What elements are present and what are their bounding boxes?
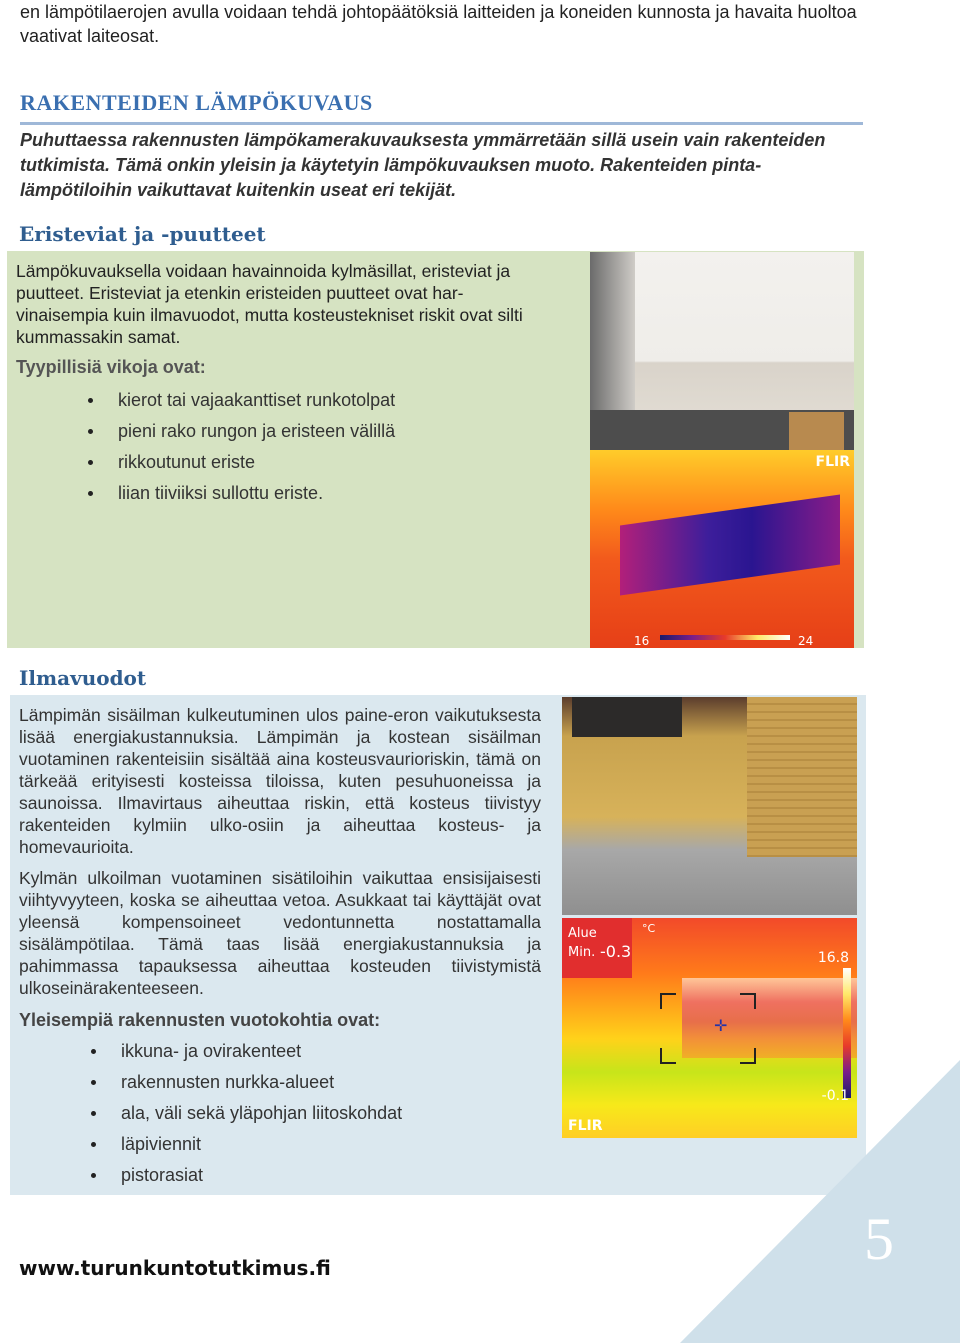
crosshair-icon: ✛: [714, 1016, 728, 1035]
bullet-icon: [91, 1049, 96, 1054]
defects-list: [88, 388, 395, 512]
bullet-icon: [88, 398, 93, 403]
thermal-image-floor: [562, 918, 857, 1138]
list-item: pistorasiat: [91, 1163, 402, 1194]
scale-min-label: 16: [634, 634, 650, 648]
temperature-scale-bar: [843, 968, 851, 1098]
subsection-heading-eristeviat: Eristeviat ja -puutteet: [19, 222, 266, 246]
area-label: Alue: [568, 926, 597, 941]
bullet-icon: [88, 429, 93, 434]
subsection-heading-ilmavuodot: Ilmavuodot: [19, 666, 147, 690]
thermal-image-ceiling: [590, 450, 854, 648]
page-number: 5: [864, 1206, 894, 1272]
heading-underline: [20, 122, 863, 125]
measure-frame-corner: [740, 993, 756, 1009]
room-ceiling-photo: [590, 252, 854, 450]
list-item: kierot tai vajaakanttiset runkotolpat: [88, 388, 395, 419]
measure-frame-corner: [740, 1048, 756, 1064]
flir-logo: FLIR: [815, 454, 850, 470]
ilmavuodot-paragraph-2: Kylmän ulkoilman vuotaminen sisätiloihin vaikuttaa ensisijaisesti viihtyvyyteen, koska se aiheuttaa vetoa. Asukkaat tai käyttäjät ovat yleensä kompensoineet vedontunnetta nostattamalla sisälämpötilaa. Tämä taas lisää energiakustannuksia ja pahimmassa tapauksessa aiheuttaa kosteuden tiivistymistä ulkoseinärakenteeseen.: [19, 868, 541, 998]
list-item: rakennusten nurkka-alueet: [91, 1070, 402, 1101]
typical-defects-heading: Tyypillisiä vikoja ovat:: [16, 357, 206, 377]
leak-points-heading: Yleisempiä rakennusten vuotokohtia ovat:: [19, 1010, 381, 1030]
unit-label: °C: [642, 922, 656, 935]
temperature-scale-bar: [660, 635, 790, 640]
footer-url-link[interactable]: www.turunkuntotutkimus.fi: [19, 1256, 331, 1280]
scale-max-label: 24: [798, 634, 814, 648]
list-item: ala, väli sekä yläpohjan liitoskohdat: [91, 1101, 402, 1132]
list-item: läpiviennit: [91, 1132, 402, 1163]
list-item: rikkoutunut eriste: [88, 450, 395, 481]
leak-points-list: [91, 1039, 402, 1194]
min-value: -0.3: [600, 942, 632, 961]
bullet-icon: [91, 1080, 96, 1085]
lead-paragraph: Puhuttaessa rakennusten lämpökamerakuvauksesta ymmärretään sillä usein vain rakenteiden tutkimista. Tämä onkin yleisin ja käytetyin lämpökuvauksen muoto. Rakenteiden pintalämpötiloihin vaikuttavat kuitenkin useat eri tekijät.: [20, 130, 826, 200]
list-item: liian tiiviiksi sullottu eriste.: [88, 481, 395, 512]
bullet-icon: [91, 1142, 96, 1147]
bullet-icon: [88, 460, 93, 465]
eristeviat-paragraph: Lämpökuvauksella voidaan havainnoida kylmäsillat, eristeviat ja puutteet. Eristeviat ja etenkin eristeiden puutteet ovat harvinaisempia kuin ilmavuodot, mutta kosteustekniset riskit ovat silti kummassakin samat.: [16, 261, 523, 347]
measure-frame-corner: [660, 1048, 676, 1064]
max-value: 16.8: [817, 950, 849, 966]
bullet-icon: [91, 1173, 96, 1178]
intro-paragraph: en lämpötilaerojen avulla voidaan tehdä johtopäätöksiä laitteiden ja koneiden kunnosta ja havaita huoltoa vaativat laiteosat.: [20, 2, 857, 46]
section-heading-rakenteiden: RAKENTEIDEN LÄMPÖKUVAUS: [20, 90, 373, 115]
bullet-icon: [88, 491, 93, 496]
ilmavuodot-paragraph-1: Lämpimän sisäilman kulkeutuminen ulos paine-eron vaikutuksesta lisää energiakustannuksia. Lämpimän ja kostean sisäilman vuotaminen rakenteisiin sisältää aina kosteusvaurioriskin, tämä on tärkeää erityisesti kosteissa tiloissa, kuten pesuhuoneissa ja saunoissa. Ilmavirtaus aiheuttaa riskin, että kosteus tiivistyy rakenteiden kylmiin ulko-osiin ja aiheuttaa kosteus- ja homevaurioita.: [19, 705, 541, 857]
measure-frame-corner: [660, 993, 676, 1009]
bullet-icon: [91, 1111, 96, 1116]
list-item: ikkuna- ja ovirakenteet: [91, 1039, 402, 1070]
ilmavuodot-text: [19, 704, 541, 1008]
flir-logo: FLIR: [568, 1118, 603, 1134]
room-floor-photo: [562, 697, 857, 915]
list-item: pieni rako rungon ja eristeen välillä: [88, 419, 395, 450]
low-value: -0.1: [821, 1088, 849, 1104]
min-label: Min.: [568, 945, 596, 960]
